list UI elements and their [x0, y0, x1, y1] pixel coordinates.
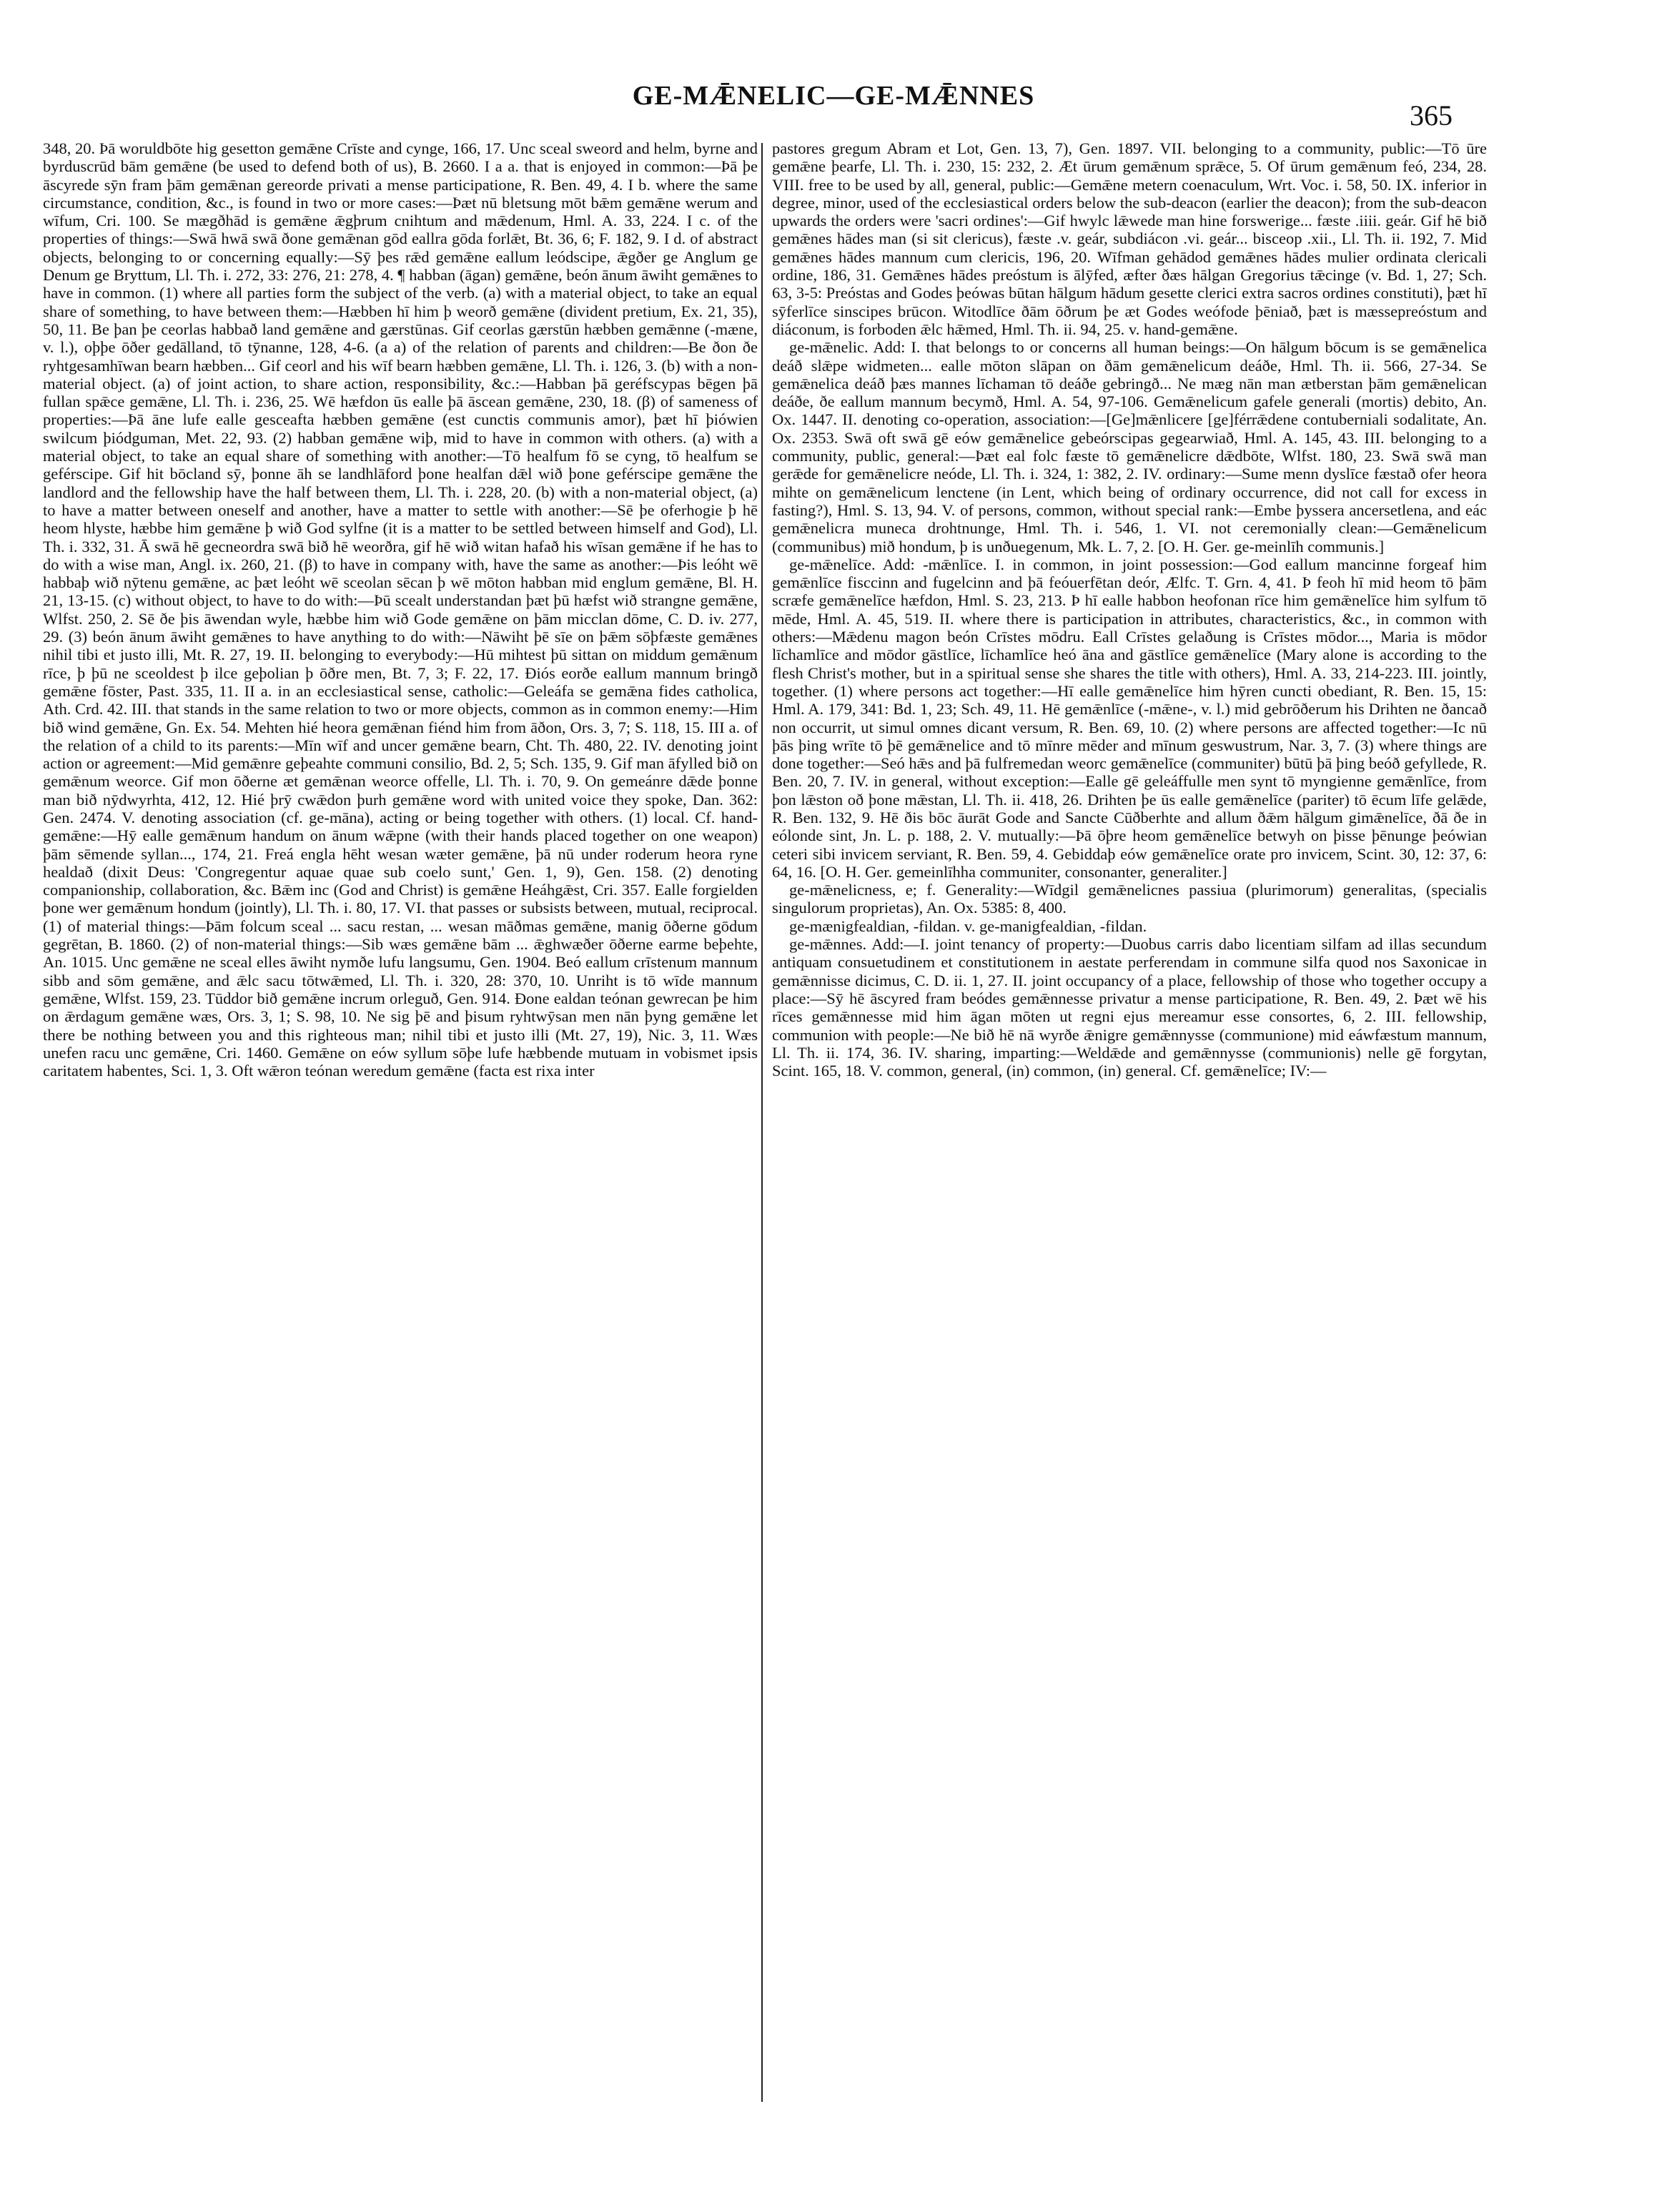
dictionary-entry: ge-mǣnelīce. Add: -mǣnlīce. I. in common, in joint possession:—God eallum mancinne forgeaf him gemǣnlīce fisccinn and fugelcinn and þā feóuerfētan deór, Ælfc. T. Grn. 4, 41. Þ feoh hī mid heom tō þām scræfe gemǣnelīce hæfdon, Hml. S. 23, 213. Þ hī ealle habbon heofonan rīce him gemǣnelīce him sylfum tō mēde, Hml. A. 45, 519. II. where there is participation in attributes, characteristics, &c., in common with others:—Mǣdenu magon beón Crīstes mōdru. Eall Crīstes gelaðung is Crīstes mōdor..., Maria is mōdor līchamlīce and mōdor gāstlīce, līchamlīce heó āna and gāstlīce gemǣnelīce (Mary alone is according to the flesh Christ's mother, but in a spiritual sense she shares the title with others), Hml. A. 33, 214-223. III. jointly, together. (1) where persons act together:—Hī ealle gemǣnelīce him hȳren cuncti obediant, R. Ben. 15, 15: Hml. A. 179, 341: Bd. 1, 23; Sch. 49, 11. Hē gemǣnlīce (-mǣne-, v. l.) mid gebrōðerum his Drihten ne ðancað non occurrit, ut simul omnes dicant versum, R. Ben. 69, 10. (2) where persons are affected together:—Ic nū þās þing wrīte tō þē gemǣnelice and tō mīnre mēder and mīnum geswustrum, Nar. 3, 7. (3) where things are done together:—Seó hǣs and þā fulfremedan weorc gemǣnelīce (communiter) būtū þā þing beóð gefyllede, R. Ben. 20, 7. IV. in general, without exception:—Ealle gē geleáffulle men synt tō myngienne gemǣnlīce, from þon lǣston oð þone mǣstan, Ll. Th. ii. 418, 26. Drihten þe ūs ealle gemǣnelīce (pariter) tō ēcum līfe gelǣde, R. Ben. 132, 9. Hē ðis bōc āurāt Gode and Sancte Cūðberhte and allum ðǣm hālgum gimǣnelīce, ðā ðe in eólonde sint, Jn. L. p. 188, 2. V. mutually:—Þā ōþre heom gemǣnelīce betwyh on þisse þēnunge þeówian ceteri sibi invicem serviant, R. Ben. 59, 4. Gebiddaþ eów gemǣnelīce orate pro invicem, Scint. 30, 12: 37, 6: 64, 16. [O. H. Ger. gemeinlīhha communiter, consonanter, generaliter.] — [772, 555, 1487, 881]
dictionary-entry: ge-mǣnnes. Add:—I. joint tenancy of property:—Duobus carris dabo licentiam silfam ad illas secundum antiquam consuetudinem et constitutionem in aestate perferendam in commune silfa quod nos Saxonicae in gemǣnnisse dicimus, C. D. ii. 1, 27. II. joint occupancy of a place, fellowship of those who together occupy a place:—Sȳ hē āscyred fram beódes gemǣnnesse privatur a mense participatione, R. Ben. 49, 2. Þæt wē his rīces gemǣnnesse mid him āgan mōten ut regni ejus mereamur esse consortes, 6, 2. III. fellowship, communion with people:—Ne bið hē nā wyrðe ǣnigre gemǣnnysse (communione) mid eáwfæstum mannum, Ll. Th. ii. 174, 36. IV. sharing, imparting:—Weldǣde and gemǣnnysse (communionis) nelle gē forgytan, Scint. 165, 18. V. common, general, (in) common, (in) general. Cf. gemǣnelīce; IV:— — [772, 935, 1487, 1080]
dictionary-entry-continuation: 348, 20. Þā woruldbōte hig gesetton gemǣne Crīste and cynge, 166, 17. Unc sceal sweord and helm, byrne and byrduscrūd bām gemǣne (be used to defend both of us), B. 2660. I a a. that is enjoyed in common:—Þā þe āscyrede sȳn fram þām gemǣnan gereorde privati a mense participatione, R. Ben. 49, 4. I b. where the same circumstance, condition, &c., is found in two or more cases:—Þæt nū bletsung mōt bǣm gemǣne werum and wīfum, Cri. 100. Se mægðhād is gemǣne ǣgþrum cnihtum and mǣdenum, Hml. A. 33, 224. I c. of the properties of things:—Swā hwā swā ðone gemǣnan gōd eallra gōda forlǣt, Bt. 36, 6; F. 182, 9. I d. of abstract objects, belonging to or concerning equally:—Sȳ þes rǣd gemǣne eallum leódscipe, ǣgðer ge Anglum ge Denum ge Bryttum, Ll. Th. i. 272, 33: 276, 21: 278, 4. ¶ habban (āgan) gemǣne, beón ānum āwiht gemǣnes to have in common. (1) where all parties form the subject of the verb. (a) with a material object, to take an equal share of something, to have between them:—Hæbben hī him þ weorð gemǣne (divident pretium, Ex. 21, 35), 50, 11. Be þan þe ceorlas habbað land gemǣne and gærstūnas. Gif ceorlas gærstūn hæbben gemǣnne (-mæne, v. l.), oþþe ōðer gedālland, tō tȳnanne, 128, 4-6. (a a) of the relation of parents and children:—Be ðon ðe ryhtgesamhīwan bearn hæbben... Gif ceorl and his wīf bearn hæbben gemǣne, Ll. Th. i. 126, 3. (b) with a non-material object. (a) of joint action, to share action, responsibility, &c.:—Habban þā geréfscypas bēgen þā fullan spǣce gemǣne, Ll. Th. i. 236, 25. Wē hæfdon ūs ealle þā āscean gemǣne, 230, 18. (β) of sameness of properties:—Þā āne lufe ealle gesceafta hæbben gemǣne (est cunctis communis amor), þæt hī þiówien swilcum þiódguman, Met. 22, 93. (2) habban gemǣne wiþ, mid to have in common with others. (a) with a material object, to take an equal share of something with another:—Tō healfum fō se cyng, tō healfum se geférscipe. Gif hit bōcland sȳ, þonne āh se landhlāford þone healfan dǣl wið þone geférscipe gemǣne the landlord and the fellowship have the half between them, Ll. Th. i. 228, 20. (b) with a non-material object, (a) to have a matter between oneself and another, have a matter to settle with another:—Sē þe oferhogie þ hē heom hlyste, hæbbe him gemǣne þ wið God sylfne (it is a matter to be settled between himself and God), Ll. Th. i. 332, 31. Ā swā hē gecneordra swā bið hē weorðra, gif hē wið witan hafað his wīsan gemǣne if he has to do with a wise man, Angl. ix. 260, 21. (β) to have in company with, have the same as another:—Þis leóht wē habbaþ wið nȳtenu gemǣne, ac þæt leóht wē sceolan sēcan þ wē mōton habban mid englum gemǣne, Bl. H. 21, 13-15. (c) without object, to have to do with:—Þū scealt understandan þæt þū hæfst wið strangne gemǣne, Wlfst. 250, 2. Sē ðe þis āwendan wyle, hæbbe him wið Gode gemǣne on þām micclan dōme, C. D. iv. 277, 29. (3) beón ānum āwiht gemǣnes to have anything to do with:—Nāwiht þē sīe on þǣm sōþfæste gemǣnes nihil tibi et justo illi, Mt. R. 27, 19. II. belonging to everybody:—Hū mihtest þū sittan on middum gemǣnum rīce, þ þū ne sceoldest þ ilce geþolian þ ōðre men, Bt. 7, 3; F. 22, 17. Ðiós eorðe eallum mannum bringð gemǣne fōster, Past. 335, 11. II a. in an ecclesiastical sense, catholic:—Geleáfa se gemǣna fides catholica, Ath. Crd. 42. III. that stands in the same relation to two or more objects, common as in common enemy:—Him bið wind gemǣne, Gn. Ex. 54. Mehten hié heora gemǣnan fiénd him from āðon, Ors. 3, 7; S. 118, 15. III a. of the relation of a child to its parents:—Mīn wīf and uncer gemǣne bearn, Cht. Th. 480, 22. IV. denoting joint action or agreement:—Mid gemǣnre geþeahte communi consilio, Bd. 2, 5; Sch. 135, 9. Gif man āfylled bið on gemǣnum weorce. Gif mon ōðerne æt gemǣnan weorce offelle, Ll. Th. i. 70, 9. On gemeánre dǣde þonne man bið nȳdwyrhta, 412, 12. Hié þrȳ cwǣdon þurh gemǣne word with united voice they spoke, Dan. 362: Gen. 2474. V. denoting association (cf. ge-māna), acting or being together with others. (1) local. Cf. hand-gemǣne:—Hȳ ealle gemǣnum handum on ānum wǣpne (with their hands placed together on one weapon) þām sēmende syllan..., 174, 21. Freá engla hēht wesan wæter gemǣne, þā nū under roderum heora ryne healdað (dixit Deus: 'Congregentur aquae quae sub coelo sunt,' Gen. 1, 9), Gen. 158. (2) denoting companionship, collaboration, &c. Bǣm inc (God and Christ) is gemǣne Heáhgǣst, Cri. 357. Ealle forgielden þone wer gemǣnum hondum (jointly), Ll. Th. i. 80, 17. VI. that passes or subsists between, mutual, reciprocal. (1) of material things:—Þām folcum sceal ... sacu restan, ... wesan māðmas gemǣne, manig ōðerne gōdum gegrētan, B. 1860. (2) of non-material things:—Sib wæs gemǣne bām ... ǣghwæðer ōðerne earme beþehte, An. 1015. Unc gemǣne ne sceal elles āwiht nymðe lufu langsumu, Gen. 1904. Beó eallum crīstenum mannum sibb and sōm gemǣne, and ǣlc sacu tōtwǣmed, Ll. Th. i. 320, 28: 370, 10. Unriht is tō wīde mannum gemǣne, Wlfst. 159, 23. Tūddor bið gemǣne incrum orleguð, Gen. 914. Ðone ealdan teónan gewrecan þe him on ǣrdagum gemǣne wæs, Ors. 3, 1; S. 98, 10. Ne sig þē and þisum ryhtwȳsan men nān þyng gemǣne let there be nothing between you and this righteous man; nihil tibi et justo illi (Mt. 27, 19), Nic. 3, 11. Wæs unefen racu unc gemǣne, Cri. 1460. Gemǣne on eów syllum sōþe lufe hæbbende mutuam in vobismet ipsis caritatem habentes, Sci. 1, 3. Oft wǣron teónan weredum gemǣne (facta est rixa inter — [43, 139, 758, 1080]
dictionary-entry: ge-mǣnelic. Add: I. that belongs to or concerns all human beings:—On hālgum bōcum is se gemǣnelica deáð slǣpe widmeten... ealle mōton slāpan on ðām gemǣnelicum deáðe, Hml. Th. ii. 566, 27-34. Se gemǣnelica deáð þæs mannes līchaman tō deáðe gebringð... Ne mæg nān man ætberstan þām gemǣnelican deáðe, ðe eallum mannum becymð, Hml. A. 54, 97-106. Gemǣnelicum gafele generali (mortis) debito, An. Ox. 1447. II. denoting co-operation, association:—[Ge]mǣnlicere [ge]férrǣdene contuberniali sodalitate, An. Ox. 2353. Swā oft swā gē eów gemǣnelice gebeórscipas gegearwiað, Hml. A. 145, 43. III. belonging to a community, public, general:—Þæt eal folc fæste tō gemǣnelicre dǣdbōte, Wlfst. 180, 23. Swā swā man gerǣde for gemǣnelicre neóde, Ll. Th. i. 324, 1: 382, 2. IV. ordinary:—Sume menn dyslīce fæstað ofer heora mihte on gemǣnelicum lenctene (in Lent, which being of ordinary occurrence, did not call for excess in fasting?), Hml. S. 13, 94. V. of persons, common, without special rank:—Embe þyssera ancersetlena, and eác gemǣnelicra muneca drohtnunge, Hml. Th. i. 546, 1. VI. not ceremonially clean:—Gemǣnelicum (communibus) mið hondum, þ is unðuegenum, Mk. L. 7, 2. [O. H. Ger. ge-meinlīh communis.] — [772, 338, 1487, 556]
running-head: GE-MǢNELIC—GE-MǢNNES — [632, 81, 1035, 111]
left-column — [43, 139, 758, 2098]
page-header — [0, 0, 1667, 132]
dictionary-entry: ge-mǣneliсness, e; f. Generality:—Wīdgil gemǣnelicnes passiua (plurimorum) generalitas, (specialis singulorum proprietas), An. Ox. 5385: 8, 400. — [772, 881, 1487, 917]
column-divider — [761, 143, 763, 2102]
page-number: 365 — [1410, 99, 1453, 132]
right-column — [772, 139, 1487, 2098]
dictionary-entry: ge-mænigfealdian, -fildan. v. ge-manigfealdian, -fildan. — [789, 917, 1147, 935]
dictionary-entry-continuation: pastores gregum Abram et Lot, Gen. 13, 7), Gen. 1897. VII. belonging to a community, public:—Tō ūre gemǣne þearfe, Ll. Th. i. 230, 15: 232, 2. Æt ūrum gemǣnum sprǣce, 5. Of ūrum gemǣnum feó, 234, 28. VIII. free to be used by all, general, public:—Gemǣne metern coenaculum, Wrt. Voc. i. 58, 50. IX. inferior in degree, minor, used of the ecclesiastical orders below the sub-deacon (earlier the deacon); from the sub-deacon upwards the orders were 'sacri ordines':—Gif hwylc lǣwede man hine forswerige... fæste .iiii. geár. Gif hē bið gemǣnes hādes man (si sit clericus), fæste .v. geár, subdiácon .vi. geár... bisceop .xii., Ll. Th. ii. 192, 7. Mid gemǣnes hādes mannum cum clericis, 196, 20. Wīfman gehādod gemǣnes hādes mulier ordinata clericali ordine, 186, 31. Gemǣnes hādes preóstum is ālȳfed, æfter ðæs hālgan Gregorius tǣcinge (v. Bd. 1, 27; Sch. 63, 3-5: Preóstas and Godes þeówas būtan hālgum hādum gesette clerici extra sacros ordines constituti), þæt hī sȳferlīce sinscipes brūcon. Witodlīce ðām ōðrum þe æt Godes weófode þēniað, þæt is mæssepreóstum and diáconum, is forboden ǣlc hǣmed, Hml. Th. ii. 94, 25. v. hand-gemǣne. — [772, 139, 1487, 338]
